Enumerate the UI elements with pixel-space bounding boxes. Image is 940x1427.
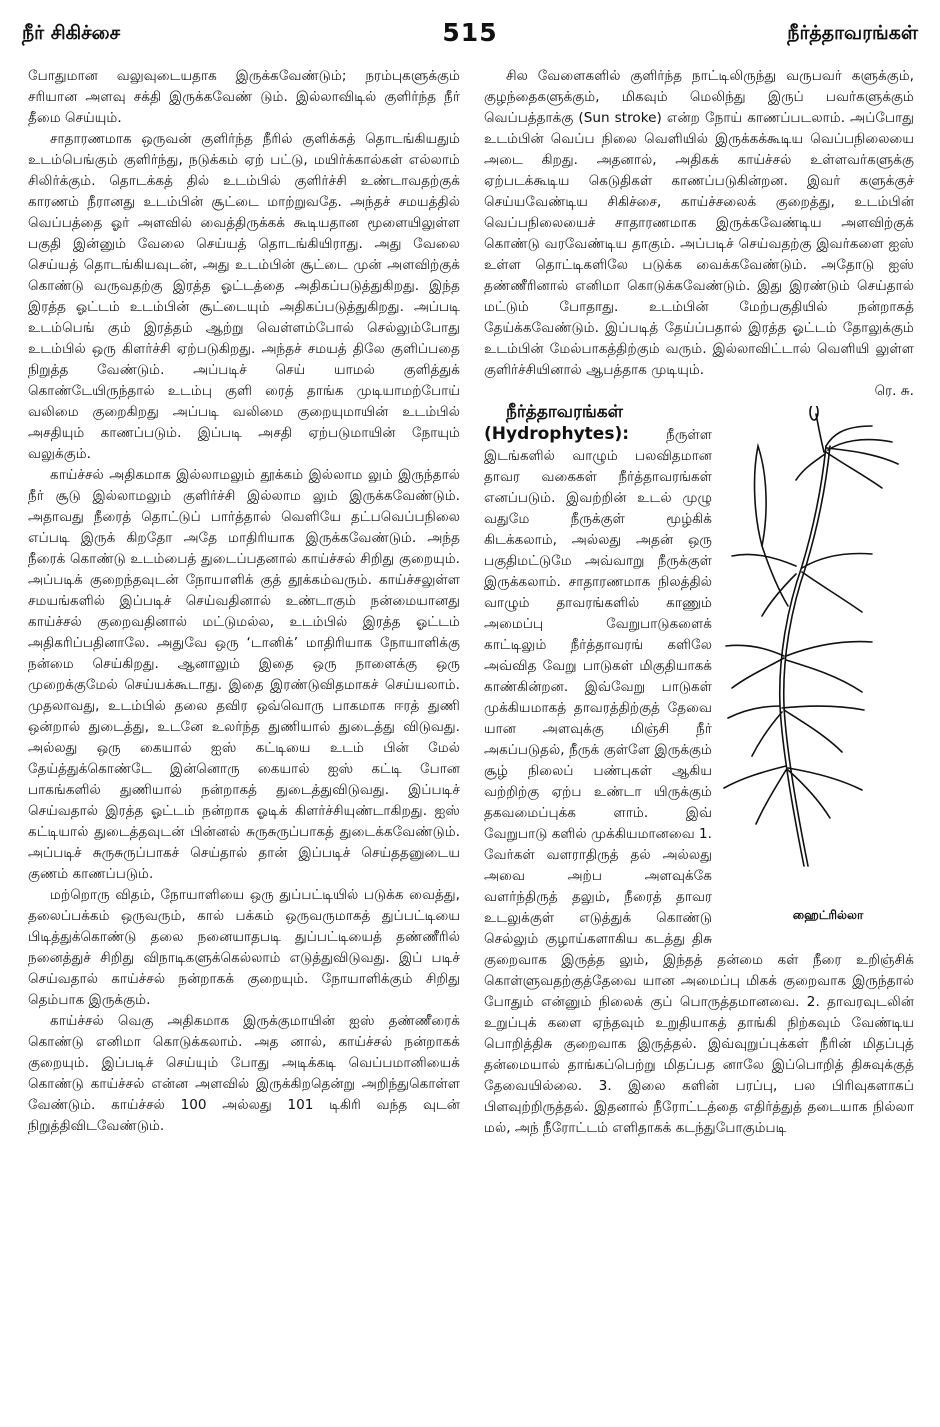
paragraph: காய்ச்சல் அதிகமாக இல்லாமலும் தூக்கம் இல்லாம லும் இருந்தால் நீர் சூடு இல்லாமலும் குளிர்ச்சி இல்லாம லும் இருக்கவேண்டும். அதாவது நீரைத் தொட்டுப் பார்த்தால் வெளியே தட்பவெப்பநிலை எப்படி இருக் கிறதோ அதே மாதிரியாக இருக்கவேண்டும். அந்த நீரைக் கொண்டு உடம்பைத் துடைப்பதனால் காய்ச்சல் சிறிது குறையும். அப்படிக் குறைந்தவுடன் நோயாளிக் குத் தூக்கம்வரும். காய்ச்சலுள்ள சமயங்களில் இப்படிச் செய்வதினால் உண்டாகும் நன்மையானது காய்ச்சல் குறைவதினால் மட்டுமல்ல, உடம்பில் இரத்த ஓட்டம் அதிகரிப்பதினாலே. அதுவே ஒரு ‘டானிக்’ மாதிரியாக நோயாளிக்கு நன்மை செய்கிறது. ஆனாலும் இதை ஒரு நாளைக்கு ஒரு முறைக்குமேல் செய்யக்கூடாது. இதை இரண்டுவிதமாகச் செய்யலாம். முதலாவது, உடம்பில் தலை தவிர ஒவ்வொரு பாகமாக ஈரத் துணி ஒன்றால் துடைத்து, உடனே உலர்ந்த துணியால் துடைத்து விடுவது. அல்லது ஒரு கையால் ஐஸ் கட்டியை உடம் பின் மேல் தேய்த்துக்கொண்டே இன்னொரு கையால் ஐஸ் கட்டி போன பாகங்களில் துணியால் நன்றாகத் துடைத்துவிடுவது. இப்படிச் செய்வதால் இரத்த ஓட்டம் நன்றாக ஓடிக் கிளர்ச்சியுண்டாகிறது. ஐஸ் கட்டியால் துடைத்தவுடன் பின்னல் சுருசுருப்பாகத் துடைக்கவேண்டும். அப்படிச் சுருசுருப்பாகச் செய்தால் தான் இப்படிச் செய்ததனுடைய குணம் காணப்படும். — [28, 467, 460, 882]
page-number: 515 — [442, 18, 498, 47]
running-head-left: நீர் சிகிச்சை — [22, 22, 121, 44]
hydrilla-illustration — [722, 406, 914, 906]
entry-title: நீர்த்தாவரங்கள் (Hydrophytes): — [484, 402, 630, 444]
sun-stroke-text: சில வேளைகளில் குளிர்ந்த நாட்டிலிருந்து வருபவர் களுக்கும், குழந்தைகளுக்கும், மிகவும் மெலிந்து இருப் பவர்களுக்கும் வெப்பத்தாக்கு (Sun stroke) என்ற நோய் காணப்படலாம். அப்போது உடம்பின் வெப்ப நிலை வெளியில் இருக்கக்கூடிய வெப்பநிலையை அடை கிறது. அதனால், அதிகக் காய்ச்சல் உள்ளவர்களுக்கு ஏற்படக்கூடிய கெடுதிகள் காணப்படுகின்றன. இவர் களுக்குச் செய்யவேண்டிய சிகிச்சை, காய்ச்சலைக் குறைத்து, உடம்பின் வெப்பநிலையைச் சாதாரணமாக இருக்கவேண்டிய அளவிற்குக் கொண்டு வரவேண்டிய தாகும். அப்படிச் செய்வதற்கு இவர்களை ஐஸ் உள்ள தொட்டிகளிலே படுக்க வைக்கவேண்டும். அதோடு ஐஸ் தண்ணீரினால் எனிமா கொடுக்கவேண்டும். இது இரண்டும் செய்தால் மட்டும் போதாது. உடம்பின் மேற்பகுதியில் நன்றாகத் தேய்க்கவேண்டும். இப்படித் தேய்ப்பதால் இரத்த ஓட்டம் தோலுக்கும் உடம்பின் மேல்பாகத்திற்கும் வரும். இல்லாவிட்டால் வெளியி லுள்ள குளிர்ச்சியினால் ஆபத்தாக முடியும். — [484, 68, 914, 378]
paragraph: காய்ச்சல் வெகு அதிகமாக இருக்குமாயின் ஐஸ் தண்ணீரைக் கொண்டு எனிமா கொடுக்கலாம். அத னால், காய்ச்சல் நன்றாகக் குறையும். இப்படிச் செய்யும் போது அடிக்கடி வெப்பமானியைக் கொண்டு காய்ச்சல் என்ன அளவில் இருக்கிறதென்று அறிந்துகொள்ள வேண்டும். காய்ச்சல் 100 அல்லது 101 டிகிரி வந்த வுடன் நிறுத்திவிடவேண்டும். — [28, 1013, 460, 1134]
figure-caption: ஹைட்ரில்லா — [792, 908, 864, 922]
hydrilla-figure — [722, 406, 914, 926]
left-column — [28, 66, 460, 1137]
paragraph: சாதாரணமாக ஒருவன் குளிர்ந்த நீரில் குளிக்கத் தொடங்கியதும் உடம்பெங்கும் குளிர்ந்து, நடுக்கம் ஏற் பட்டு, மயிர்க்கால்கள் எல்லாம் சிலிர்க்கும். தொடக்கத் தில் உடம்பில் குளிர்ச்சி உண்டாவதற்குக் காரணம் நீரானது உடம்பின் சூட்டை மாற்றுவதே. அந்தச் சமயத்தில் வெப்பத்தை ஓர் அளவில் வைத்திருக்கக் கூடியதான மூளையிலுள்ள பகுதி இன்னும் வேலை செய்யத் தொடங்கியிராது. அது வேலை செய்யத் தொடங்கியவுடன், அது உடம்பின் சூட்டை முன் அளவிற்குக் கொண்டு வருவதற்கு இரத்த ஓட்டத்தை அதிகப்படுத்துகிறது. இந்த இரத்த ஓட்டம் உடம்பின் சூட்டையும் அதிகப்படுத்துகிறது. அப்படி உடம்பெங் கும் இரத்தம் ஆற்று வெள்ளம்போல் செல்லும்போது உடம்பில் ஒரு கிளர்ச்சி ஏற்படுகிறது. அந்தச் சமயத் திலே குளிப்பதை நிறுத்த வேண்டும். அப்படிச் செய் யாமல் குளித்துக் கொண்டேயிருந்தால் உடம்பு குளி ரைத் தாங்க முடியாமற்போய் வலிமை குறைகிறது அப்படி வலிமை குறையுமாயின் உடம்பில் அசதியும் காணப்படும். இப்படி அசதி ஏற்படுமாயின் நோயும் வலுக்கும். — [28, 131, 460, 462]
hydrophytes-entry — [484, 402, 914, 1139]
page-header — [22, 18, 918, 52]
paragraph: போதுமான வலுவுடையதாக இருக்கவேண்டும்; நரம்புகளுக்கும் சரியான அளவு சக்தி இருக்கவேண் டும். இல்லாவிடில் குளிர்ந்த நீர் தீமை செய்யும். — [28, 68, 460, 126]
running-head-right: நீர்த்தாவரங்கள் — [787, 22, 918, 44]
paragraph: மற்றொரு விதம், நோயாளியை ஒரு துப்பட்டியில் படுக்க வைத்து, தலைப்பக்கம் ஒருவரும், கால் பக்கம் ஒருவருமாகத் துப்பட்டியை பிடித்துக்கொண்டு தலை நனையாதபடி துப்பட்டியைத் தண்ணீரில் நனைத்துச் சிறிது விநாடிகளுக்கெல்லாம் எடுத்துவிடுவது. இப் படிச் செய்வதால் காய்ச்சல் நன்றாகக் குறையும். நோயாளிக்கும் சிறிது தெம்பாக இருக்கும். — [28, 887, 460, 1008]
paragraph — [484, 66, 914, 402]
entry-body: நீருள்ள இடங்களில் வாழும் பலவிதமான தாவர வகைகள் நீர்த்தாவரங்கள் எனப்படும். இவற்றின் உடல் முழு வதுமே நீருக்குள் மூழ்கிக் கிடக்கலாம், அல்லது அதன் ஒரு பகுதிமட்டுமே அவ்வாறு நீருக்குள் இருக்கலாம். சாதாரணமாக நிலத்தில் வாழும் தாவரங்களில் காணும் அமைப்பு வேறுபாடுகளைக் காட்டிலும் நீர்த்தாவரங் களிலே அவ்வித வேறு பாடுகள் மிகுதியாகக் காண்கின்றன. இவ்வேறு பாடுகள் முக்கியமாகத் தாவரத்திற்குத் தேவை யான அளவுக்கு மிஞ்சி நீர் அகப்படுதல், நீருக் குள்ளே இருக்கும் சூழ் நிலைப் பண்புகள் ஆகிய வற்றிற்கு ஏற்ப உண்டா யிருக்கும் தகவமைப்புக்க ளாம். இவ் வேறுபாடு களில் முக்கியமானவை 1. வேர்கள் வளராதிருத் தல் அல்லது அவை அற்ப அளவுக்கே வளர்ந்திருத் தலும், நீரைத் தாவர உடலுக்குள் எடுத்துக் கொண்டு செல்லும் குழாய்களாகிய கடத்து திசு குறைவாக இருத்த லும், இந்தத் தன்மை கள் நீரை உறிஞ்சிக் கொள்ளுவதற்குத்தேவை யான அமைப்பு மிகக் குறைவாக இருந்தால் போதும் என்னும் நிலைக் குப் பொருத்தமானவை. 2. தாவரவுடலின் உறுப்புக் களை ஏந்தவும் உறுதியாகத் தாங்கி நிற்கவும் வேண்டிய பொறித்திசு குறைவாக இருத்தல். இவ்வுறுப்புக்கள் நீரின் மிதப்புத் தன்மையால் தாங்கப்பெற்று மிதப்பத னாலே இப்பொறித் திசுவுக்குத் தேவையில்லை. 3. இலை களின் பரப்பு, பல பிரிவுகளாகப் பிளவுற்றிருத்தல். இதனால் நீரோட்டத்தை எதிர்த்துத் தடையாக நில்லா மல், அந் நீரோட்டம் எளிதாகக் கடந்துபோகும்படி — [484, 427, 914, 1136]
author-initials: ரெ. சு. — [874, 383, 914, 399]
right-column — [484, 66, 914, 1139]
